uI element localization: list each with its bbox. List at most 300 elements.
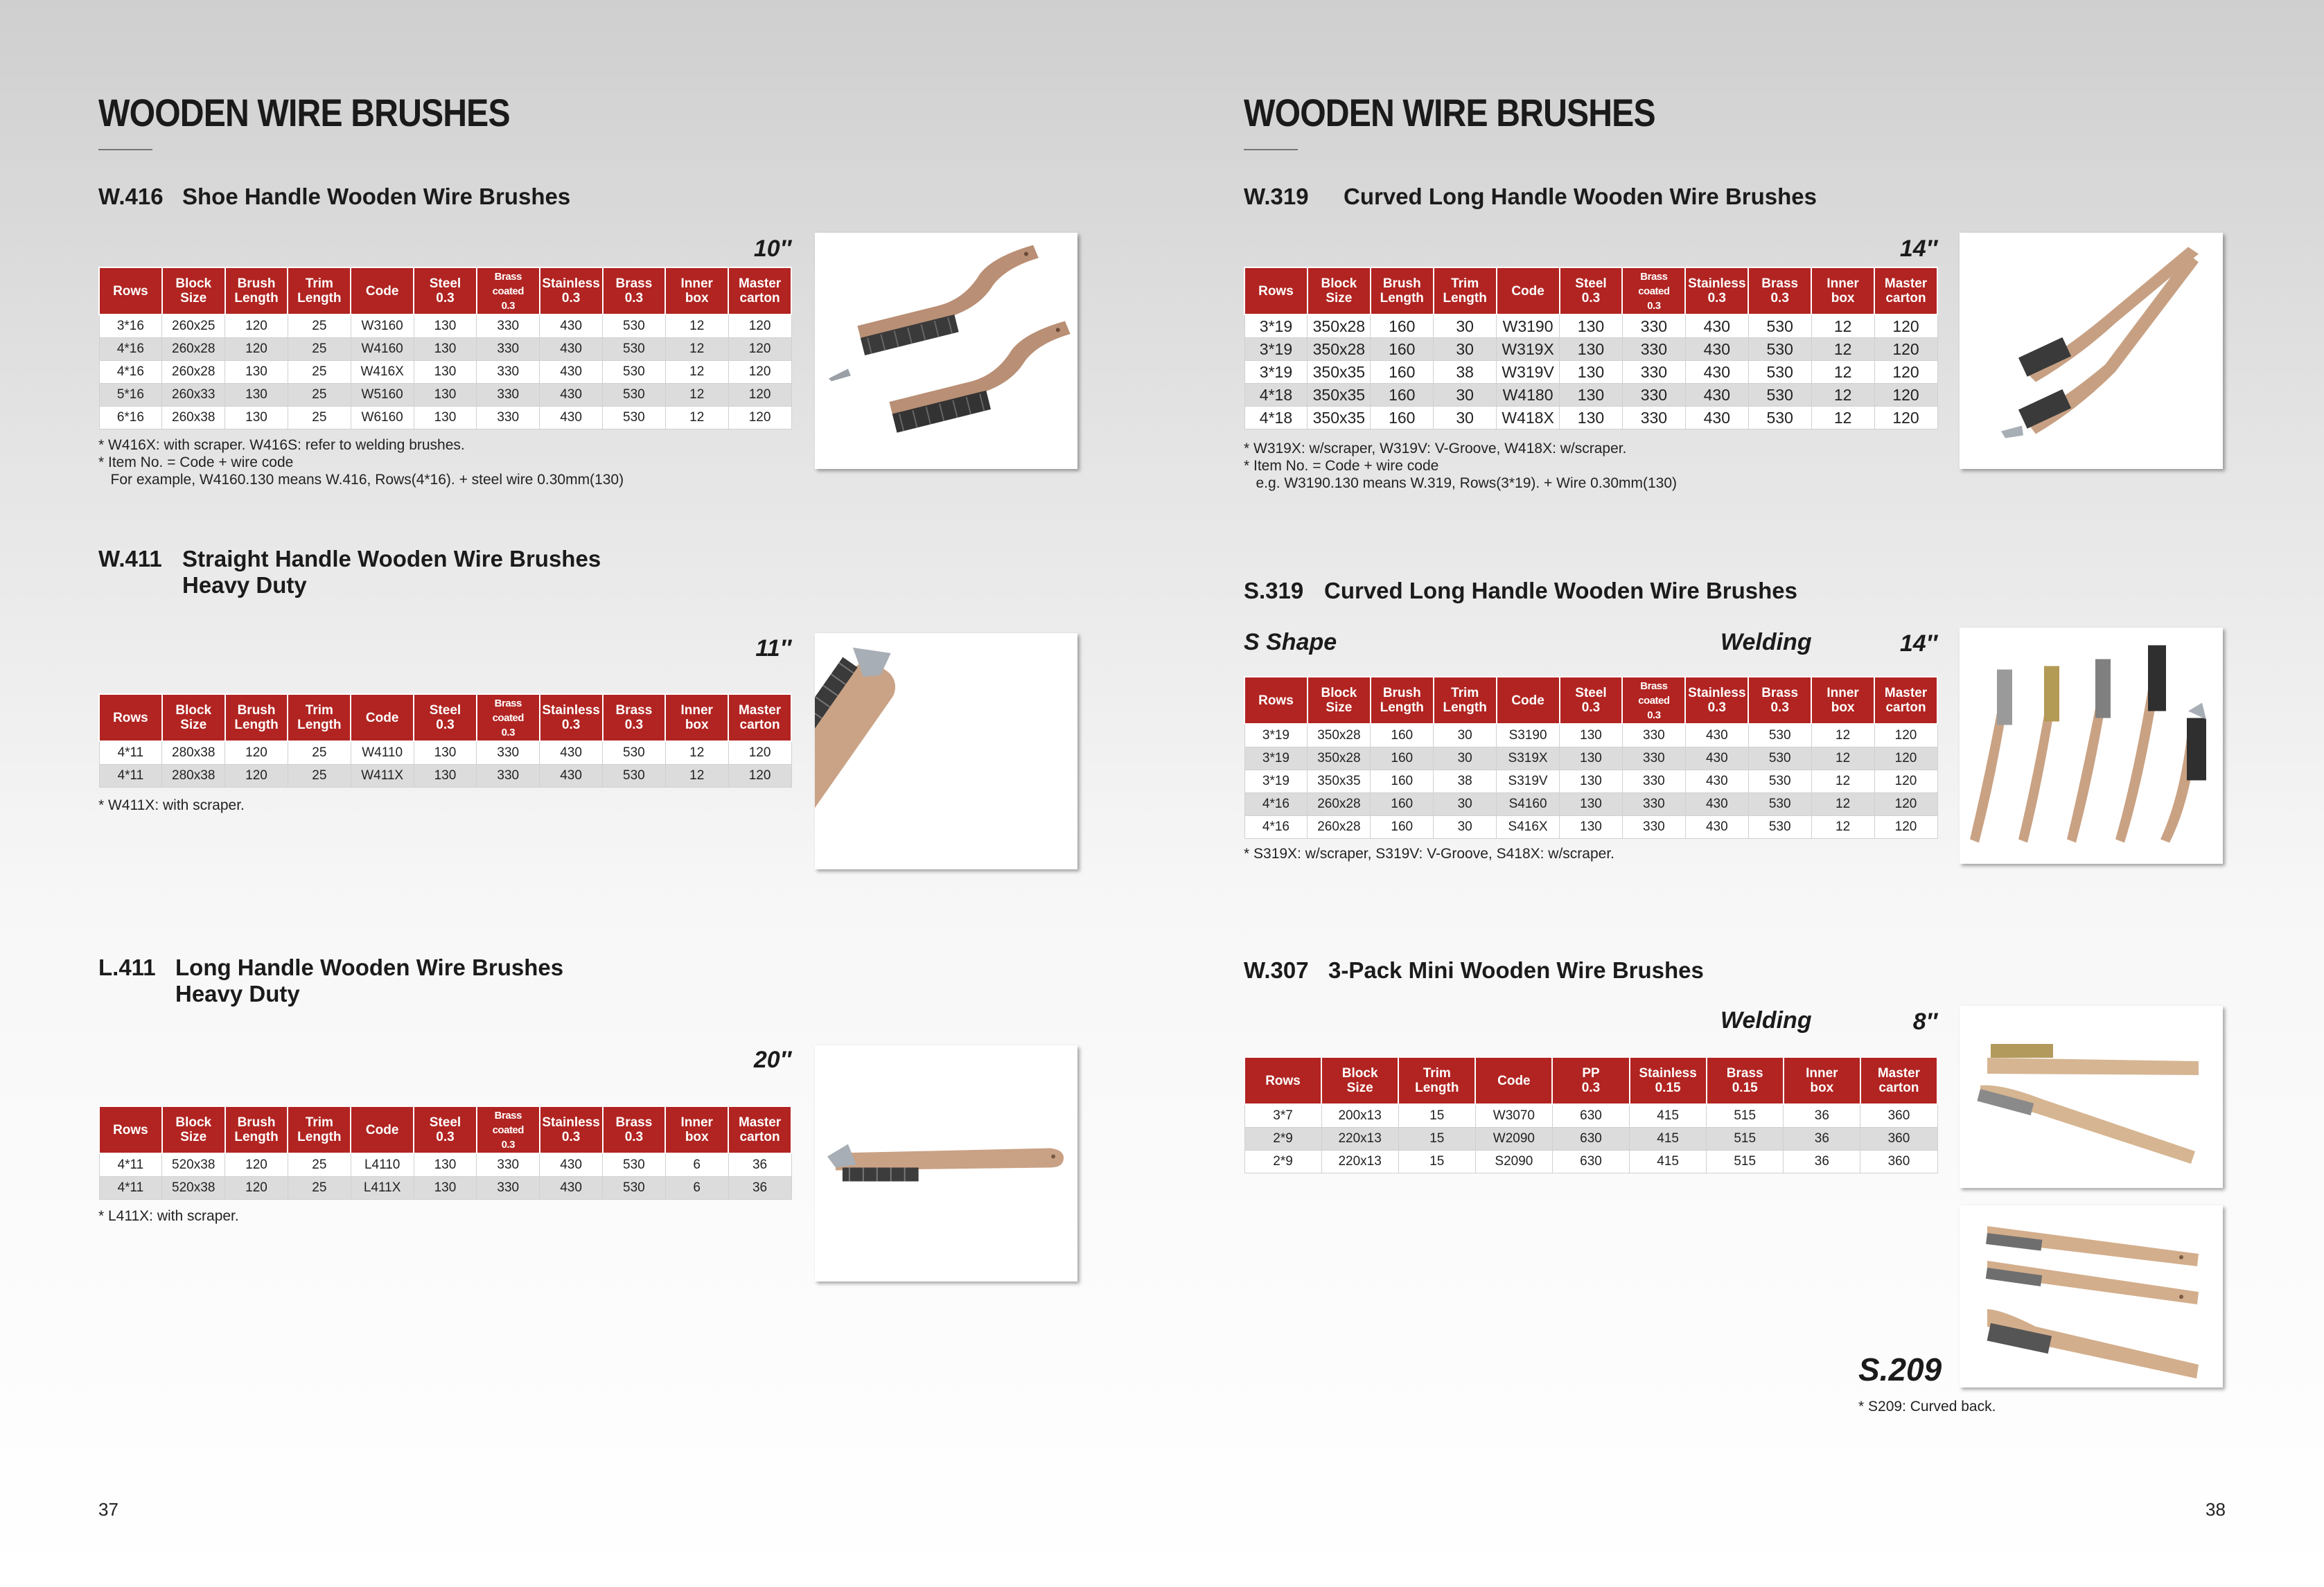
notes-l411: * L411X: with scraper.	[98, 1208, 239, 1224]
table-cell: W416X	[351, 361, 414, 384]
section-title-w307: 3-Pack Mini Wooden Wire Brushes	[1328, 957, 1704, 983]
table-cell: S319V	[1497, 770, 1560, 793]
spec-table-s319	[1244, 676, 1938, 839]
table-cell: 360	[1860, 1128, 1937, 1151]
table-cell: 330	[1622, 384, 1685, 407]
table-cell: 530	[603, 765, 666, 788]
column-header: PP 0.3	[1552, 1057, 1629, 1104]
table-cell: 30	[1434, 724, 1497, 747]
table-cell: 330	[477, 314, 540, 338]
column-header: Trim Length	[1398, 1057, 1475, 1104]
section-code-w307: W.307	[1244, 957, 1309, 983]
table-cell: 530	[603, 314, 666, 338]
table-cell: 120	[225, 314, 288, 338]
table-cell: 130	[414, 765, 477, 788]
table-cell: 330	[1622, 338, 1685, 361]
table-cell: 130	[414, 407, 477, 429]
table-cell: 38	[1434, 770, 1497, 793]
table-cell: 430	[1685, 338, 1748, 361]
table-cell: 130	[225, 361, 288, 384]
table-cell: S2090	[1475, 1151, 1552, 1173]
table-cell: 260x28	[162, 338, 225, 361]
column-header: Master carton	[728, 1106, 791, 1153]
column-header: Block Size	[1308, 677, 1371, 724]
table-cell: 430	[1685, 407, 1748, 429]
shape-label-s319: S Shape	[1244, 629, 1337, 655]
table-cell: 12	[1811, 770, 1874, 793]
table-cell: 530	[1748, 816, 1811, 839]
table-cell: 120	[728, 361, 791, 384]
table-cell: 260x38	[162, 407, 225, 429]
table-cell: 120	[728, 765, 791, 788]
table-cell: 350x28	[1308, 724, 1371, 747]
table-cell: 120	[1874, 793, 1937, 816]
table-cell: 120	[1874, 770, 1937, 793]
table-cell: 330	[1622, 793, 1685, 816]
table-cell: 530	[1748, 338, 1811, 361]
table-cell: 36	[728, 1153, 791, 1177]
spec-table-w307	[1244, 1056, 1938, 1173]
column-header: Brush Length	[1371, 267, 1434, 314]
table-cell: 350x28	[1308, 747, 1371, 770]
table-cell: W319V	[1497, 361, 1560, 384]
column-header: Brass 0.3	[603, 1106, 666, 1153]
table-cell: 430	[540, 384, 603, 407]
table-cell: W6160	[351, 407, 414, 429]
column-header: Trim Length	[1434, 267, 1497, 314]
size-label-s319: 14″	[1899, 630, 1937, 657]
table-header-row	[99, 1106, 791, 1153]
spec-table-w416	[98, 267, 792, 429]
column-header: Master carton	[1874, 267, 1937, 314]
notes-w411: * W411X: with scraper.	[98, 797, 245, 813]
section-title-w411: Straight Handle Wooden Wire Brushes	[182, 546, 601, 571]
table-cell: 280x38	[162, 765, 225, 788]
table-cell: 430	[540, 361, 603, 384]
size-label-w319: 14″	[1899, 236, 1937, 262]
table-cell: 430	[1685, 747, 1748, 770]
table-cell: 38	[1434, 361, 1497, 384]
column-header: Brush Length	[225, 694, 288, 741]
column-header: Brush Length	[225, 1106, 288, 1153]
table-cell: 330	[477, 765, 540, 788]
table-cell: 36	[1784, 1151, 1860, 1173]
table-cell: 3*19	[1244, 770, 1308, 793]
column-header: Rows	[99, 267, 162, 314]
table-cell: 330	[477, 361, 540, 384]
table-cell: 160	[1371, 793, 1434, 816]
table-cell: 130	[414, 1177, 477, 1200]
column-header: Brass 0.3	[603, 694, 666, 741]
column-header: Inner box	[665, 694, 728, 741]
notes-w416: * W416X: with scraper. W416S: refer to welding brushes. * Item No. = Code + wire code For example, W4160.130 means W.416, Rows(4*16). + steel wire 0.30mm(130)	[98, 437, 624, 488]
table-cell: 12	[665, 407, 728, 429]
table-header-row	[99, 267, 791, 314]
column-header: Inner box	[1811, 677, 1874, 724]
table-cell: 30	[1434, 314, 1497, 338]
section-code-l411: L.411	[98, 955, 156, 980]
table-cell: 120	[728, 741, 791, 765]
table-cell: 430	[1685, 793, 1748, 816]
table-cell: 6*16	[99, 407, 162, 429]
section-subtitle-l411: Heavy Duty	[175, 981, 300, 1007]
table-cell: 130	[1560, 747, 1623, 770]
table-cell: 2*9	[1244, 1128, 1321, 1151]
table-cell: 130	[414, 338, 477, 361]
column-header: Brass coated 0.3	[1622, 267, 1685, 314]
table-cell: 130	[1560, 793, 1623, 816]
table-cell: 200x13	[1321, 1104, 1398, 1128]
section-title-s319: Curved Long Handle Wooden Wire Brushes	[1324, 578, 1797, 603]
column-header: Rows	[99, 1106, 162, 1153]
column-header: Rows	[1244, 267, 1308, 314]
table-cell: 3*16	[99, 314, 162, 338]
notes-w319: * W319X: w/scraper, W319V: V-Groove, W418X: w/scraper. * Item No. = Code + wire code e.g. W3190.130 means W.319, Rows(3*19). + Wire 0.30mm(130)	[1244, 441, 1678, 491]
table-cell: 6	[665, 1177, 728, 1200]
section-code-w319: W.319	[1244, 184, 1309, 209]
notes-s209: * S209: Curved back.	[1858, 1399, 1996, 1415]
section-title-l411: Long Handle Wooden Wire Brushes	[175, 955, 564, 980]
column-header: Block Size	[1308, 267, 1371, 314]
table-cell: S416X	[1497, 816, 1560, 839]
table-cell: 530	[603, 741, 666, 765]
table-cell: 12	[665, 361, 728, 384]
long-handle-brush-photo	[815, 1045, 1077, 1282]
table-cell: 330	[477, 1153, 540, 1177]
page-number-left: 37	[98, 1499, 118, 1520]
table-cell: 12	[1811, 816, 1874, 839]
table-cell: 12	[1811, 747, 1874, 770]
table-cell: 360	[1860, 1151, 1937, 1173]
table-row	[99, 765, 791, 788]
table-cell: 430	[1685, 724, 1748, 747]
welding-label-s319: Welding	[1720, 629, 1812, 655]
column-header: Steel 0.3	[414, 1106, 477, 1153]
table-cell: 430	[540, 407, 603, 429]
column-header: Inner box	[665, 267, 728, 314]
table-cell: 530	[1748, 793, 1811, 816]
table-row	[1244, 338, 1937, 361]
title-rule-right	[1244, 149, 1298, 150]
table-cell: 330	[1622, 407, 1685, 429]
table-cell: 160	[1371, 361, 1434, 384]
table-cell: 4*11	[99, 741, 162, 765]
column-header: Code	[1497, 677, 1560, 724]
column-header: Steel 0.3	[414, 694, 477, 741]
table-cell: 260x28	[1308, 816, 1371, 839]
table-cell: 430	[540, 1153, 603, 1177]
column-header: Code	[351, 267, 414, 314]
table-cell: 120	[225, 1153, 288, 1177]
table-cell: 160	[1371, 407, 1434, 429]
table-row	[1244, 724, 1937, 747]
table-cell: 120	[728, 384, 791, 407]
table-cell: 350x35	[1308, 384, 1371, 407]
table-cell: 130	[225, 384, 288, 407]
table-row	[1244, 747, 1937, 770]
column-header: Stainless 0.3	[1685, 267, 1748, 314]
table-cell: S319X	[1497, 747, 1560, 770]
table-cell: 430	[1685, 361, 1748, 384]
table-cell: 430	[1685, 314, 1748, 338]
table-row	[1244, 1128, 1937, 1151]
table-cell: 130	[414, 314, 477, 338]
table-cell: 260x28	[1308, 793, 1371, 816]
table-cell: 4*18	[1244, 384, 1308, 407]
table-cell: W3160	[351, 314, 414, 338]
table-header-row	[1244, 1057, 1937, 1104]
table-cell: 530	[1748, 770, 1811, 793]
table-cell: 130	[1560, 314, 1623, 338]
table-header-row	[1244, 267, 1937, 314]
title-rule-left	[98, 149, 152, 150]
table-cell: 3*19	[1244, 314, 1308, 338]
table-cell: 530	[1748, 314, 1811, 338]
table-cell: 36	[1784, 1104, 1860, 1128]
table-cell: 130	[1560, 724, 1623, 747]
column-header: Brass coated 0.3	[477, 694, 540, 741]
table-row	[1244, 407, 1937, 429]
table-row	[1244, 1104, 1937, 1128]
table-cell: 430	[1685, 816, 1748, 839]
column-header: Block Size	[162, 694, 225, 741]
table-cell: 415	[1630, 1104, 1707, 1128]
table-cell: 530	[603, 384, 666, 407]
table-cell: W3070	[1475, 1104, 1552, 1128]
table-cell: 630	[1552, 1151, 1629, 1173]
spec-table-w411	[98, 693, 792, 788]
table-cell: 430	[1685, 384, 1748, 407]
table-cell: W3190	[1497, 314, 1560, 338]
table-cell: 6	[665, 1153, 728, 1177]
table-cell: 4*11	[99, 1177, 162, 1200]
table-cell: 4*16	[99, 338, 162, 361]
column-header: Master carton	[1860, 1057, 1937, 1104]
column-header: Stainless 0.3	[540, 267, 603, 314]
table-cell: 12	[1811, 384, 1874, 407]
table-cell: L4110	[351, 1153, 414, 1177]
table-cell: 30	[1434, 793, 1497, 816]
table-cell: 12	[665, 338, 728, 361]
table-cell: 530	[1748, 724, 1811, 747]
column-header: Brass coated 0.3	[477, 267, 540, 314]
column-header: Brass 0.3	[1748, 267, 1811, 314]
table-row	[1244, 793, 1937, 816]
table-cell: W319X	[1497, 338, 1560, 361]
table-cell: W411X	[351, 765, 414, 788]
table-cell: 15	[1398, 1151, 1475, 1173]
table-cell: 130	[225, 407, 288, 429]
table-cell: 160	[1371, 314, 1434, 338]
table-cell: 430	[540, 765, 603, 788]
table-cell: 520x38	[162, 1177, 225, 1200]
table-cell: 515	[1707, 1151, 1784, 1173]
section-code-s209: S.209	[1858, 1351, 1942, 1387]
table-cell: 120	[225, 765, 288, 788]
table-cell: 330	[1622, 747, 1685, 770]
table-cell: 130	[1560, 770, 1623, 793]
table-cell: 415	[1630, 1151, 1707, 1173]
notes-s319: * S319X: w/scraper, S319V: V-Groove, S418X: w/scraper.	[1244, 846, 1614, 862]
column-header: Brass 0.3	[1748, 677, 1811, 724]
table-cell: 3*7	[1244, 1104, 1321, 1128]
column-header: Trim Length	[288, 694, 351, 741]
table-cell: 30	[1434, 384, 1497, 407]
size-label-l411: 20″	[753, 1047, 791, 1073]
column-header: Stainless 0.3	[1685, 677, 1748, 724]
table-cell: 430	[540, 1177, 603, 1200]
table-cell: 120	[728, 314, 791, 338]
column-header: Rows	[99, 694, 162, 741]
column-header: Code	[351, 694, 414, 741]
table-cell: 12	[1811, 314, 1874, 338]
table-cell: 130	[1560, 816, 1623, 839]
column-header: Master carton	[728, 694, 791, 741]
table-cell: 330	[477, 407, 540, 429]
table-cell: 120	[1874, 361, 1937, 384]
table-cell: 12	[665, 741, 728, 765]
column-header: Stainless 0.3	[540, 1106, 603, 1153]
table-row	[1244, 314, 1937, 338]
table-cell: 120	[728, 338, 791, 361]
table-cell: 630	[1552, 1128, 1629, 1151]
table-cell: 330	[477, 384, 540, 407]
table-row	[99, 338, 791, 361]
column-header: Inner box	[1811, 267, 1874, 314]
table-cell: 160	[1371, 384, 1434, 407]
table-cell: 36	[1784, 1128, 1860, 1151]
table-cell: 630	[1552, 1104, 1629, 1128]
column-header: Trim Length	[1434, 677, 1497, 724]
table-cell: 120	[1874, 338, 1937, 361]
table-cell: W4160	[351, 338, 414, 361]
size-label-w411: 11″	[755, 635, 791, 662]
table-cell: 12	[665, 765, 728, 788]
column-header: Block Size	[162, 267, 225, 314]
table-cell: 12	[1811, 338, 1874, 361]
table-cell: 120	[1874, 816, 1937, 839]
table-cell: 3*19	[1244, 747, 1308, 770]
section-code-w411: W.411	[98, 546, 162, 571]
table-cell: 260x33	[162, 384, 225, 407]
table-cell: 25	[288, 741, 351, 765]
table-cell: W4110	[351, 741, 414, 765]
table-cell: 15	[1398, 1104, 1475, 1128]
shoe-handle-brushes-photo	[815, 233, 1077, 469]
table-cell: 3*19	[1244, 724, 1308, 747]
column-header: Block Size	[162, 1106, 225, 1153]
table-cell: 120	[225, 338, 288, 361]
table-cell: 15	[1398, 1128, 1475, 1151]
straight-handle-brush-photo	[815, 633, 1077, 869]
page-title-right: WOODEN WIRE BRUSHES	[1244, 91, 1655, 134]
table-cell: 515	[1707, 1104, 1784, 1128]
table-cell: 120	[728, 407, 791, 429]
size-label-w307: 8″	[1912, 1009, 1937, 1035]
column-header: Steel 0.3	[414, 267, 477, 314]
table-cell: 330	[477, 741, 540, 765]
table-row	[99, 1177, 791, 1200]
table-cell: W418X	[1497, 407, 1560, 429]
section-subtitle-w411: Heavy Duty	[182, 572, 307, 598]
table-cell: 12	[1811, 724, 1874, 747]
table-cell: 4*18	[1244, 407, 1308, 429]
spec-table-w319	[1244, 267, 1938, 429]
section-code-w416: W.416	[98, 184, 164, 209]
table-cell: 130	[1560, 338, 1623, 361]
table-cell: 350x35	[1308, 407, 1371, 429]
table-cell: 160	[1371, 770, 1434, 793]
table-cell: 330	[1622, 314, 1685, 338]
column-header: Brush Length	[225, 267, 288, 314]
table-cell: 530	[603, 361, 666, 384]
column-header: Trim Length	[288, 267, 351, 314]
table-cell: 25	[288, 338, 351, 361]
column-header: Code	[351, 1106, 414, 1153]
column-header: Brass 0.3	[603, 267, 666, 314]
spec-table-l411	[98, 1106, 792, 1200]
table-cell: 530	[1748, 361, 1811, 384]
table-cell: 120	[1874, 407, 1937, 429]
column-header: Steel 0.3	[1560, 677, 1623, 724]
page-title-left: WOODEN WIRE BRUSHES	[98, 91, 510, 134]
curved-back-mini-brushes-photo	[1960, 1205, 2223, 1387]
column-header: Code	[1475, 1057, 1552, 1104]
table-cell: 12	[1811, 407, 1874, 429]
table-cell: 430	[540, 314, 603, 338]
table-cell: 220x13	[1321, 1128, 1398, 1151]
table-cell: 12	[665, 384, 728, 407]
table-cell: 430	[540, 338, 603, 361]
table-cell: 25	[288, 1177, 351, 1200]
table-cell: 12	[1811, 793, 1874, 816]
table-cell: 25	[288, 314, 351, 338]
table-cell: 4*16	[1244, 816, 1308, 839]
table-cell: 515	[1707, 1128, 1784, 1151]
curved-long-handle-brushes-photo	[1960, 233, 2223, 469]
table-row	[99, 1153, 791, 1177]
table-cell: 530	[603, 1153, 666, 1177]
table-cell: 25	[288, 1153, 351, 1177]
table-row	[1244, 770, 1937, 793]
table-cell: 130	[414, 384, 477, 407]
table-cell: 130	[414, 361, 477, 384]
table-cell: 4*11	[99, 765, 162, 788]
table-cell: 330	[1622, 816, 1685, 839]
table-cell: 160	[1371, 747, 1434, 770]
table-cell: 120	[1874, 747, 1937, 770]
table-row	[1244, 384, 1937, 407]
s-shape-welding-brushes-photo	[1960, 628, 2223, 864]
column-header: Code	[1497, 267, 1560, 314]
table-cell: 530	[1748, 747, 1811, 770]
table-cell: 430	[540, 741, 603, 765]
table-cell: 530	[603, 338, 666, 361]
table-cell: 120	[1874, 384, 1937, 407]
table-cell: 36	[728, 1177, 791, 1200]
table-cell: W2090	[1475, 1128, 1552, 1151]
column-header: Block Size	[1321, 1057, 1398, 1104]
table-cell: 12	[665, 314, 728, 338]
table-cell: W4180	[1497, 384, 1560, 407]
table-row	[99, 407, 791, 429]
table-cell: 350x28	[1308, 338, 1371, 361]
table-cell: 25	[288, 407, 351, 429]
table-cell: 25	[288, 361, 351, 384]
section-code-s319: S.319	[1244, 578, 1304, 603]
column-header: Inner box	[665, 1106, 728, 1153]
table-cell: 350x28	[1308, 314, 1371, 338]
